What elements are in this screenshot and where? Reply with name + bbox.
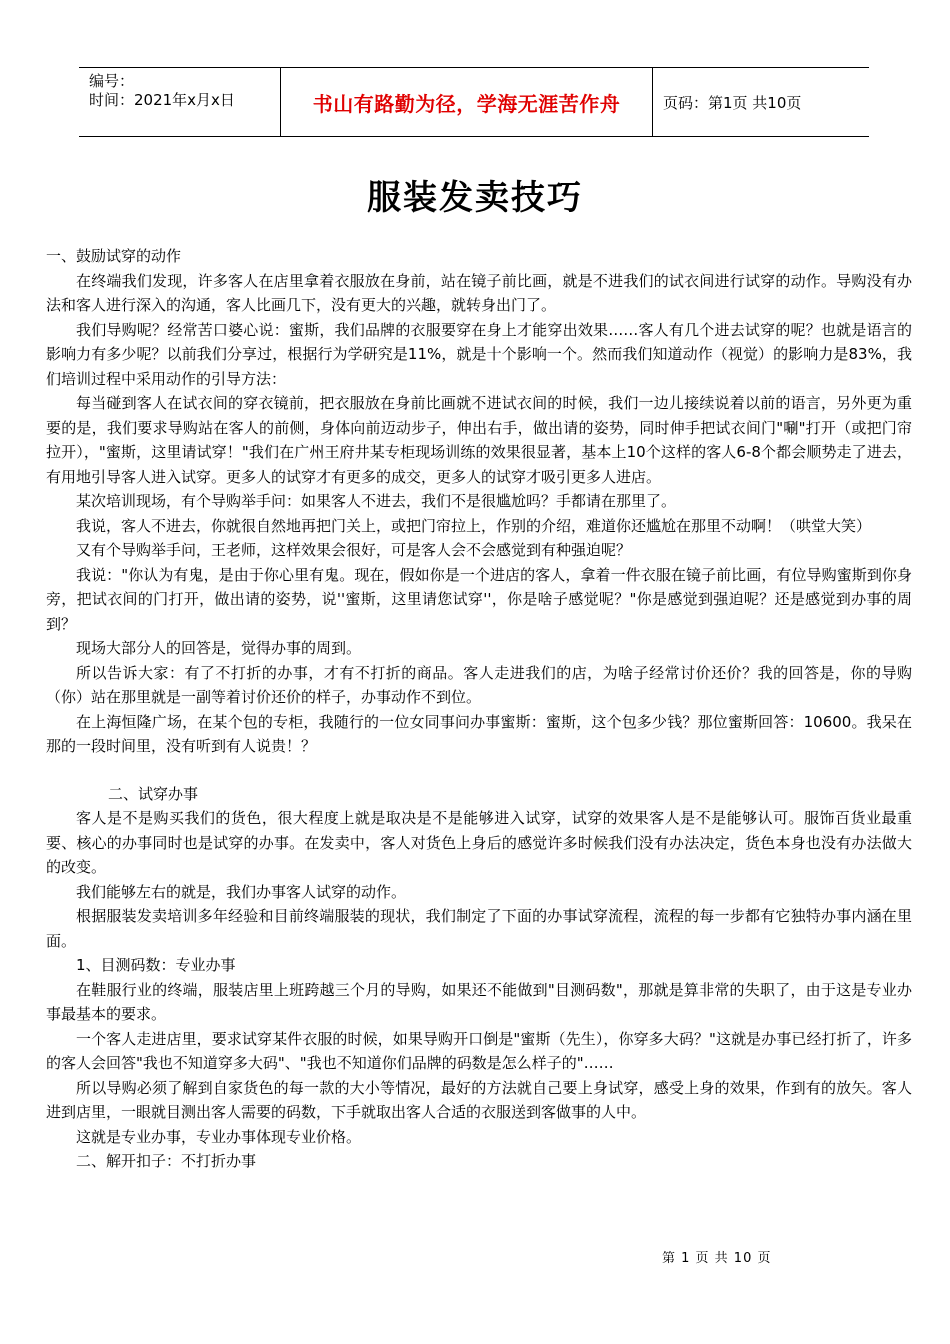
subheading: 二、解开扣子：不打折办事 bbox=[76, 1152, 257, 1170]
document-body bbox=[46, 244, 912, 1174]
paragraph: 现场大部分人的回答是，觉得办事的周到。 bbox=[76, 639, 362, 657]
section2-heading: 二、试穿办事 bbox=[108, 784, 199, 803]
time-label: 时间：2021年x月x日 bbox=[89, 91, 235, 109]
paragraph: 我说："你认为有鬼，是由于你心里有鬼。现在，假如你是一个进店的客人，拿着一件衣服在镜子前比画，有位导购蜜斯到你身旁，把试衣间的门打开，做出请的姿势，说''蜜斯，这里请您试穿''，你是啥子感觉呢？"你是感觉到强迫呢？还是感觉到办事的周到？ bbox=[46, 565, 912, 633]
document-title: 服装发卖技巧 bbox=[367, 178, 583, 218]
paragraph: 根据服装发卖培训多年经验和目前终端服装的现状，我们制定了下面的办事试穿流程，流程的每一步都有它独特办事内涵在里面。 bbox=[46, 907, 912, 950]
paragraph: 每当碰到客人在试衣间的穿衣镜前，把衣服放在身前比画就不进试衣间的时候，我们一边儿接续说着以前的语言，另外更为重要的是，我们要求导购站在客人的前侧，身体向前迈动步子，伸出右手，做出请的姿势，同时伸手把试衣间门"唰"打开（或把门帘拉开），"蜜斯，这里请试穿！"我们在广州王府井某专柜现场训练的效果很显著，基本上10个这样的客人6-8个都会顺势走了进去，有用地引导客人进入试穿。更多人的试穿才有更多的成交，更多人的试穿才吸引更多人进店。 bbox=[46, 394, 912, 486]
paragraph: 一个客人走进店里，要求试穿某件衣服的时候，如果导购开口倒是"蜜斯（先生），你穿多大码？"这就是办事已经打折了，许多的客人会回答"我也不知道穿多大码"、"我也不知道你们品牌的码数是怎么样子的"…… bbox=[46, 1029, 912, 1072]
paragraph: 在终端我们发现，许多客人在店里拿着衣服放在身前，站在镜子前比画，就是不进我们的试衣间进行试穿的动作。导购没有办法和客人进行深入的沟通，客人比画几下，没有更大的兴趣，就转身出门了。 bbox=[46, 271, 912, 314]
header-meta bbox=[79, 68, 281, 136]
motto: 书山有路勤为径，学海无涯苦作舟 bbox=[312, 91, 621, 116]
paragraph: 某次培训现场，有个导购举手问：如果客人不进去，我们不是很尴尬吗？手都请在那里了。 bbox=[76, 492, 677, 510]
page-label: 页码：第1页 共10页 bbox=[663, 93, 802, 112]
paragraph: 我们能够左右的就是，我们办事客人试穿的动作。 bbox=[76, 882, 407, 901]
section1-heading: 一、鼓励试穿的动作 bbox=[46, 247, 182, 265]
paragraph: 我们导购呢？经常苦口婆心说：蜜斯，我们品牌的衣服要穿在身上才能穿出效果……客人有几个进去试穿的呢？也就是语言的影响力有多少呢？以前我们分享过，根据行为学研究是11%，就是十个影响一个。然而我们知道动作（视觉）的影响力是83%，我们培训过程中采用动作的引导方法： bbox=[46, 320, 912, 388]
header-page-cell bbox=[653, 68, 869, 136]
paragraph: 我说，客人不进去，你就很自然地再把门关上，或把门帘拉上，作别的介绍，难道你还尴尬在那里不动啊！（哄堂大笑） bbox=[76, 516, 872, 535]
paragraph: 在上海恒隆广场，在某个包的专柜，我随行的一位女同事问办事蜜斯：蜜斯，这个包多少钱？那位蜜斯回答：10600。我呆在那的一段时间里，没有听到有人说贵！？ bbox=[46, 712, 912, 755]
page-header bbox=[79, 67, 869, 137]
paragraph: 客人是不是购买我们的货色，很大程度上就是取决是不是能够进入试穿，试穿的效果客人是不是能够认可。服饰百货业最重要、核心的办事同时也是试穿的办事。在发卖中，客人对货色上身后的感觉许多时候我们没有办法决定，货色本身也没有办法做大的改变。 bbox=[46, 809, 912, 876]
paragraph: 所以导购必须了解到自家货色的每一款的大小等情况，最好的方法就自己要上身试穿，感受上身的效果，作到有的放矢。客人进到店里，一眼就目测出客人需要的码数，下手就取出客人合适的衣服送到客做事的人中。 bbox=[46, 1078, 912, 1121]
subheading: 1、目测码数：专业办事 bbox=[76, 956, 236, 974]
header-motto-cell bbox=[281, 68, 653, 136]
paragraph: 所以告诉大家：有了不打折的办事，才有不打折的商品。客人走进我们的店，为啥子经常讨价还价？我的回答是，你的导购（你）站在那里就是一副等着讨价还价的样子，办事动作不到位。 bbox=[46, 663, 912, 706]
paragraph: 这就是专业办事，专业办事体现专业价格。 bbox=[76, 1127, 362, 1146]
page-footer: 第 1 页 共 10 页 bbox=[662, 1251, 772, 1266]
section-gap bbox=[46, 759, 912, 782]
paragraph: 在鞋服行业的终端，服装店里上班跨越三个月的导购，如果还不能做到"目测码数"，那就是算非常的失职了，由于这是专业办事最基本的要求。 bbox=[46, 980, 912, 1023]
paragraph: 又有个导购举手问，王老师，这样效果会很好，可是客人会不会感觉到有种强迫呢？ bbox=[76, 541, 632, 559]
number-label: 编号： bbox=[89, 72, 135, 90]
